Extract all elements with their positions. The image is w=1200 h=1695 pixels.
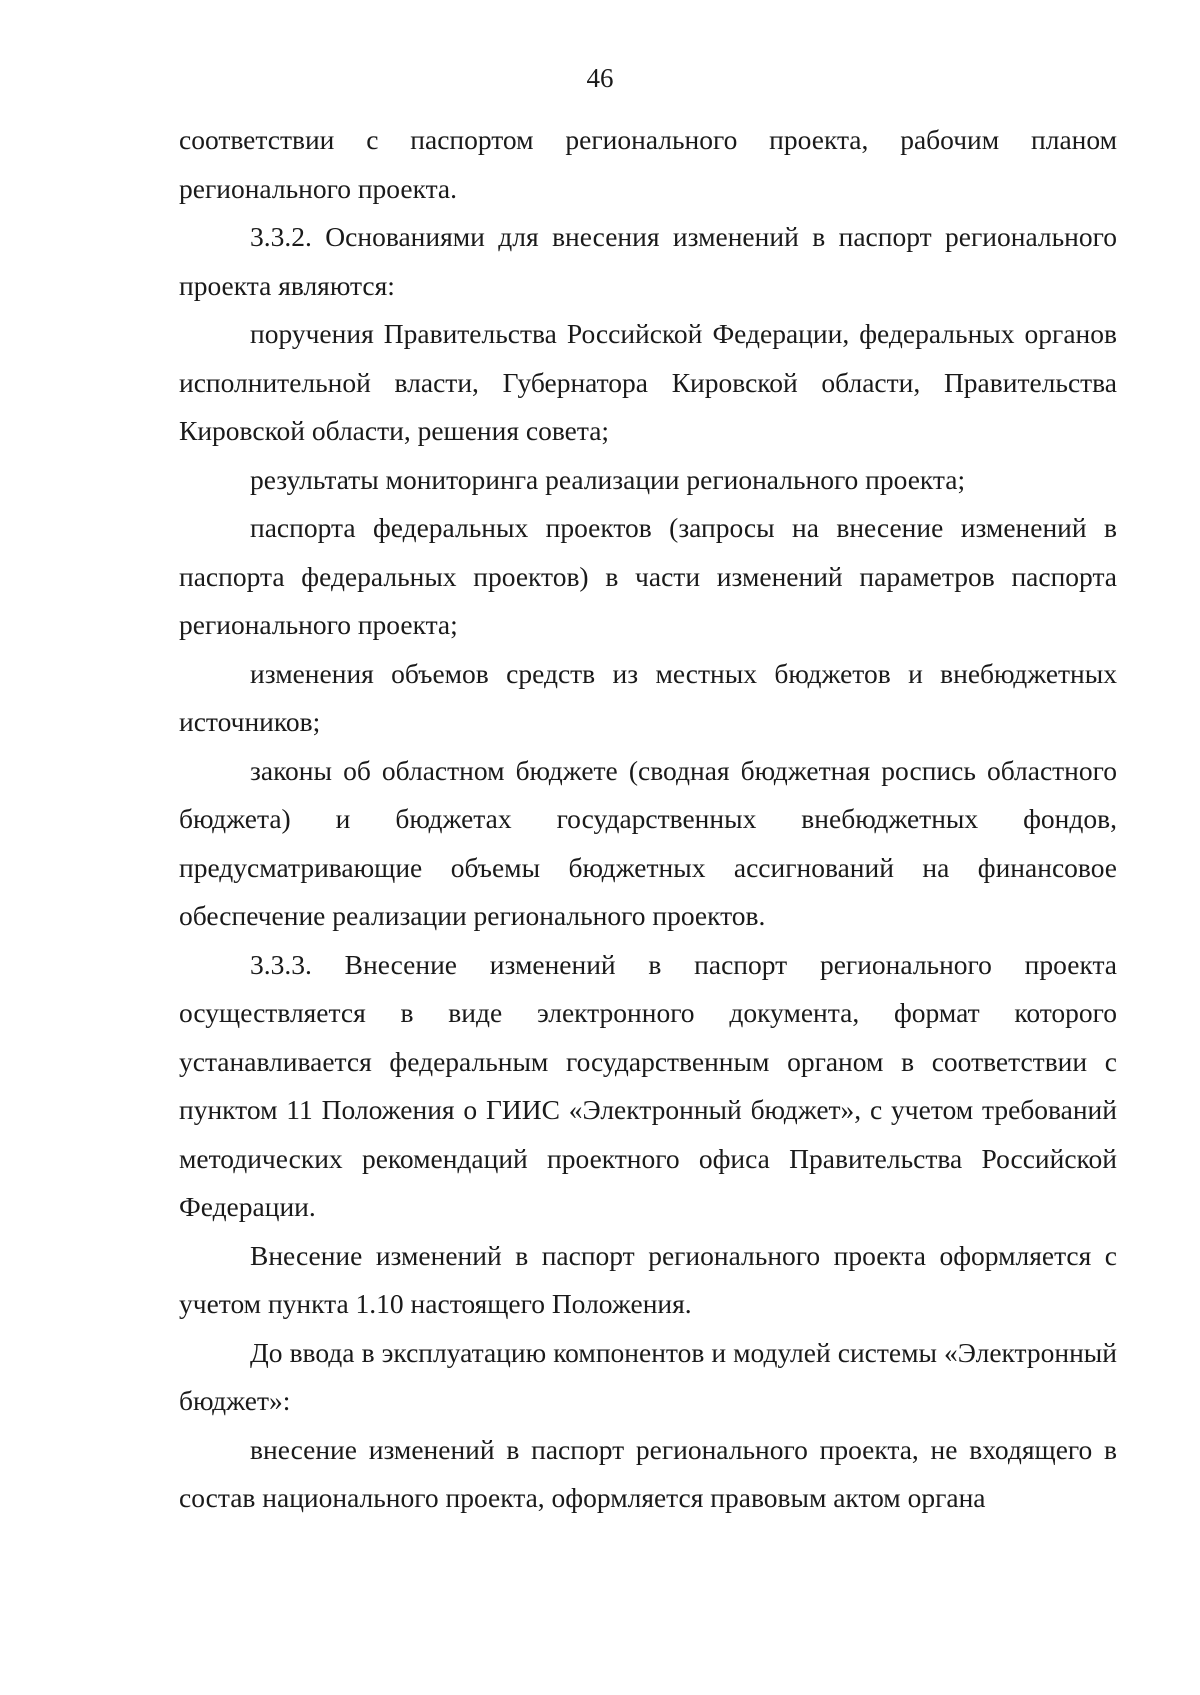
- paragraph-continuation: соответствии с паспортом регионального проекта, рабочим планом регионального проекта.: [179, 124, 1117, 204]
- paragraph-monitoring-results: результаты мониторинга реализации регионального проекта;: [250, 463, 966, 495]
- paragraph-budget-laws: законы об областном бюджете (сводная бюджетная роспись областного бюджета) и бюджетах государственных внебюджетных фондов, предусматривающие объемы бюджетных ассигнований на финансовое обеспечение реализации регионального проектов.: [179, 754, 1117, 931]
- paragraph-before-commissioning: До ввода в эксплуатацию компонентов и модулей системы «Электронный бюджет»:: [179, 1336, 1117, 1416]
- paragraph-instructions: поручения Правительства Российской Федерации, федеральных органов исполнительной власти, Губернатора Кировской области, Правительства Кировской области, решения совета;: [179, 318, 1117, 446]
- paragraph-federal-passports: паспорта федеральных проектов (запросы на внесение изменений в паспорта федеральных проектов) в части изменений параметров паспорта регионального проекта;: [179, 512, 1117, 640]
- paragraph-3-3-2: 3.3.2. Основаниями для внесения изменений в паспорт регионального проекта являются:: [179, 221, 1117, 301]
- page-number: 46: [586, 63, 614, 93]
- paragraph-3-3-3: 3.3.3. Внесение изменений в паспорт регионального проекта осуществляется в виде электронного документа, формат которого устанавливается федеральным государственным органом в соответствии с пунктом 11 Положения о ГИИС «Электронный бюджет», с учетом требований методических рекомендаций проектного офиса Правительства Российской Федерации.: [179, 948, 1117, 1222]
- paragraph-non-national-project: внесение изменений в паспорт регионального проекта, не входящего в состав национального проекта, оформляется правовым актом органа: [179, 1433, 1117, 1513]
- paragraph-local-budgets: изменения объемов средств из местных бюджетов и внебюджетных источников;: [179, 657, 1117, 737]
- paragraph-changes-registration: Внесение изменений в паспорт регионального проекта оформляется с учетом пункта 1.10 настоящего Положения.: [179, 1239, 1117, 1319]
- document-body: [179, 116, 1117, 1523]
